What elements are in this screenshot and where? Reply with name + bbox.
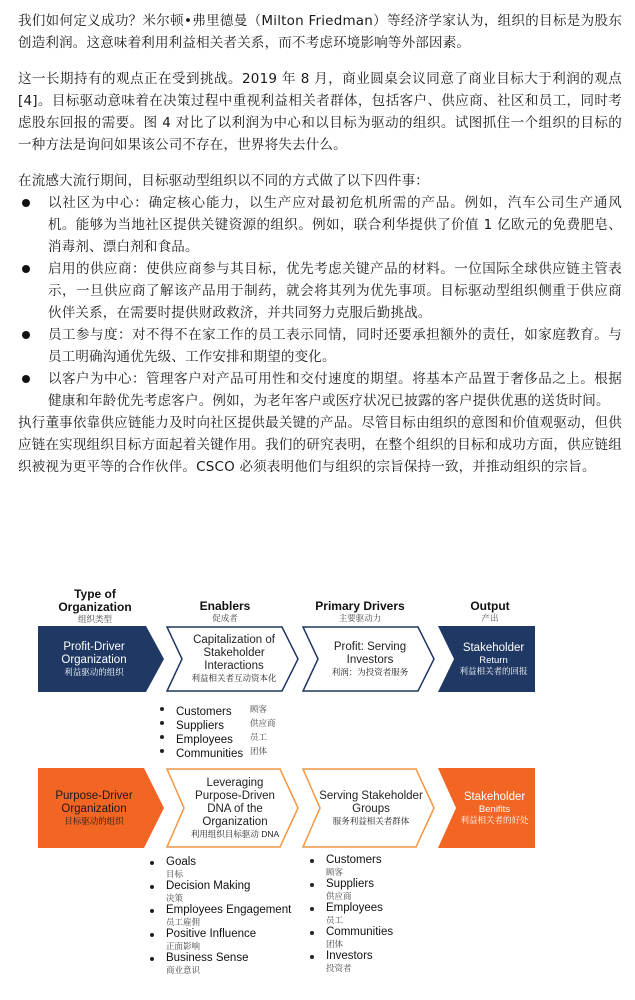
leveraging-sublabel: 利用组织目标驱动 DNA bbox=[190, 828, 280, 839]
stakeholder-groups-list bbox=[308, 854, 428, 974]
header-type-sublabel: 组织类型 bbox=[77, 614, 112, 624]
purpose-driver-label: Purpose-Driver Organization bbox=[55, 789, 133, 815]
profit-serving-sublabel: 利润：为投资者服务 bbox=[331, 666, 409, 677]
list-item-sublabel: 正面影响 bbox=[166, 941, 201, 951]
list-item-label: Positive Influence bbox=[166, 928, 257, 940]
leveraging-label: Leveraging Purpose-Driven DNA of the Organization bbox=[195, 776, 275, 828]
bullet-item: 员工参与度：对不得不在家工作的员工表示同情，同时还要承担额外的责任，如家庭教育。与员工明确沟通优先级、工作安排和期望的变化。 bbox=[18, 324, 622, 368]
list-item-sublabel: 供应商 bbox=[326, 891, 352, 901]
chevron-leveraging bbox=[166, 768, 300, 848]
list-item-label: Employees bbox=[176, 734, 233, 746]
list-item bbox=[148, 904, 308, 928]
stakeholder-benefits-sub: Benifits bbox=[478, 803, 511, 815]
bullet-item: 以客户为中心：管理客户对产品可用性和交付速度的期望。将基本产品置于奢侈品之上。根据健康和年龄优先考虑客户。例如，为老年客户或医疗状况已披露的客户提供优惠的送货时间。 bbox=[18, 368, 622, 412]
list-item-label: Decision Making bbox=[166, 880, 251, 892]
list-item-label: Customers bbox=[176, 706, 232, 718]
header-output-label: Output bbox=[470, 599, 510, 613]
list-item-label: Suppliers bbox=[326, 878, 374, 890]
header-drivers-label: Primary Drivers bbox=[315, 599, 405, 613]
stakeholder-benefits-label: Stakeholder bbox=[463, 790, 526, 803]
paragraph-4: 执行董事依靠供应链能力及时向社区提供最关键的产品。尽管目标由组织的意图和价值观驱动，但供应链在实现组织目标方面起着关键作用。我们的研究表明，在整个组织的目标和成功方面，供应链组织被视为更平等的合作伙伴。CSCO 必须表明他们与组织的宗旨保持一致，并推动组织的宗旨。 bbox=[18, 415, 622, 475]
list-item-label: Goals bbox=[166, 856, 197, 868]
list-item-label: Business Sense bbox=[166, 952, 249, 964]
list-item-sublabel: 商业意识 bbox=[166, 965, 201, 975]
list-item-label: Employees Engagement bbox=[166, 904, 292, 916]
serving-groups-label: Serving Stakeholder Groups bbox=[319, 789, 423, 815]
list-item-sublabel: 供应商 bbox=[250, 718, 276, 728]
stakeholder-return-label: Stakeholder bbox=[462, 641, 525, 654]
header-drivers bbox=[300, 600, 420, 624]
list-item bbox=[148, 928, 308, 952]
list-item-sublabel: 目标 bbox=[166, 869, 184, 879]
header-drivers-sublabel: 主要驱动力 bbox=[338, 613, 382, 623]
serving-groups-sublabel: 服务利益相关者群体 bbox=[332, 815, 410, 826]
header-enablers bbox=[170, 600, 280, 624]
chevron-capitalization bbox=[166, 626, 300, 692]
header-output bbox=[440, 600, 540, 624]
profit-driver-sublabel: 利益驱动的组织 bbox=[64, 666, 124, 677]
organization-diagram bbox=[0, 580, 635, 1000]
bullet-list bbox=[18, 192, 622, 412]
header-enablers-sublabel: 促成者 bbox=[212, 613, 238, 623]
list-item-sublabel: 团体 bbox=[326, 939, 344, 949]
list-item bbox=[148, 856, 308, 880]
chevron-profit-serving bbox=[302, 626, 436, 692]
list-item bbox=[148, 880, 308, 904]
stakeholder-return-sub: Return bbox=[479, 654, 508, 666]
bullet-item: 启用的供应商：使供应商参与其目标，优先考虑关键产品的材料。一位国际全球供应链主管表示，一旦供应商了解该产品用于制药，就会将其列为优先事项。目标驱动型组织侧重于供应商伙伴关系，在需要时提供财政救济，并共同努力克服后勤挑战。 bbox=[18, 258, 622, 324]
list-item-label: Communities bbox=[176, 748, 244, 760]
list-item bbox=[308, 902, 428, 926]
header-type-label: Type of Organization bbox=[58, 587, 132, 614]
capitalization-label: Capitalization of Stakeholder Interactions bbox=[193, 634, 275, 672]
purpose-attributes-list bbox=[148, 856, 308, 976]
list-item bbox=[158, 730, 308, 744]
list-item-sublabel: 员工 bbox=[326, 915, 344, 925]
chevron-stakeholder-benefits bbox=[438, 768, 535, 848]
chevron-stakeholder-return bbox=[438, 626, 535, 692]
list-item bbox=[308, 878, 428, 902]
paragraph-2: 这一长期持有的观点正在受到挑战。2019 年 8 月，商业圆桌会议同意了商业目标大于利润的观点 [4]。目标驱动意味着在决策过程中重视利益相关者群体，包括客户、供应商、社区和员工，同时考虑股东回报的需要。图 4 对比了以利润为中心和以目标为驱动的组织。试图抓住一个组织的目标的一种方法是询问如果该公司不存在，世界将失去什么。 bbox=[18, 71, 622, 153]
chevron-profit-driver bbox=[38, 626, 164, 692]
list-item bbox=[308, 926, 428, 950]
profit-driver-label: Profit-Driver Organization bbox=[61, 640, 127, 666]
header-type bbox=[40, 588, 150, 625]
list-item bbox=[308, 950, 428, 974]
paragraph-3: 在流感大流行期间，目标驱动型组织以不同的方式做了以下四件事： bbox=[18, 173, 429, 189]
list-item-sublabel: 决策 bbox=[166, 893, 184, 903]
stakeholder-list bbox=[158, 702, 308, 758]
list-item-label: Employees bbox=[326, 902, 383, 914]
chevron-purpose-driver bbox=[38, 768, 164, 848]
article-text bbox=[18, 10, 622, 478]
list-item-sublabel: 投资者 bbox=[326, 963, 352, 973]
capitalization-sublabel: 利益相关者互动资本化 bbox=[191, 673, 277, 683]
list-item-label: Investors bbox=[326, 950, 373, 962]
list-item bbox=[158, 744, 308, 758]
list-item-sublabel: 员工 bbox=[250, 732, 268, 742]
chevron-serving-groups bbox=[302, 768, 436, 848]
stakeholder-return-sublabel: 利益相关者的回报 bbox=[459, 665, 528, 676]
stakeholder-benefits-sublabel: 利益相关者的好处 bbox=[460, 814, 529, 825]
list-item-label: Suppliers bbox=[176, 720, 224, 732]
list-item bbox=[148, 952, 308, 976]
bullet-item: 以社区为中心：确定核心能力，以生产应对最初危机所需的产品。例如，汽车公司生产通风机。能够为当地社区提供关键资源的组织。例如，联合利华提供了价值 1 亿欧元的免费肥皂、消毒剂、漂白剂和食品。 bbox=[18, 192, 622, 258]
paragraph-1: 我们如何定义成功？米尔顿•弗里德曼（Milton Friedman）等经济学家认为，组织的目标是为股东创造利润。这意味着利用利益相关者关系，而不考虑环境影响等外部因素。 bbox=[18, 13, 622, 51]
profit-serving-label: Profit: Serving Investors bbox=[333, 640, 407, 666]
purpose-driver-sublabel: 目标驱动的组织 bbox=[64, 815, 124, 826]
list-item bbox=[158, 702, 308, 716]
list-item-label: Customers bbox=[326, 854, 382, 866]
list-item-sublabel: 顾客 bbox=[326, 867, 344, 877]
list-item-sublabel: 员工雇佣 bbox=[166, 917, 201, 927]
list-item bbox=[308, 854, 428, 878]
header-output-sublabel: 产出 bbox=[481, 613, 499, 623]
header-enablers-label: Enablers bbox=[199, 599, 251, 613]
list-item bbox=[158, 716, 308, 730]
list-item-sublabel: 团体 bbox=[250, 746, 268, 756]
list-item-label: Communities bbox=[326, 926, 394, 938]
list-item-sublabel: 顾客 bbox=[250, 704, 268, 714]
